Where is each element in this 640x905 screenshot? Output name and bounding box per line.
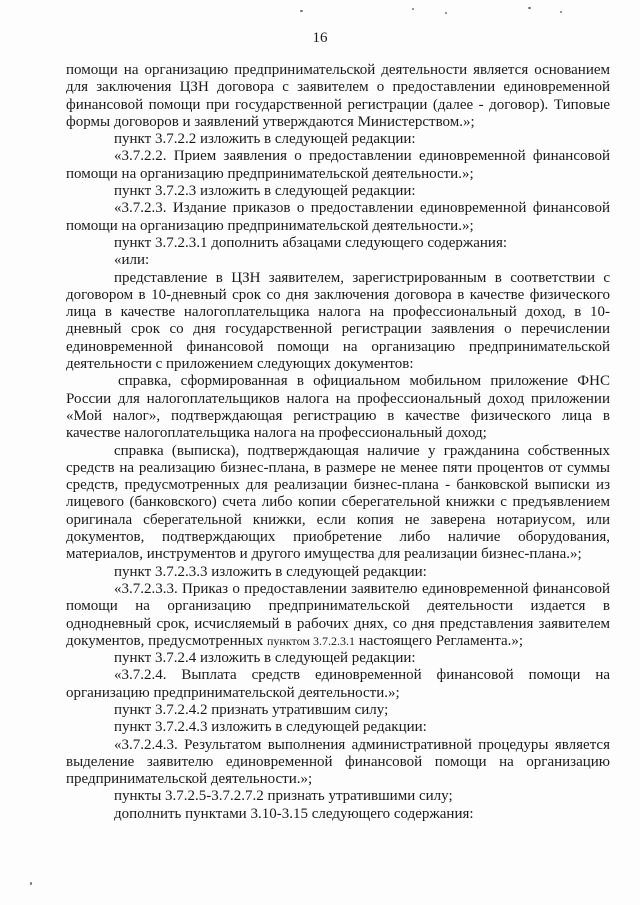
- document-body: [66, 62, 610, 823]
- text-line: лица в качестве налогоплательщика налога на профессиональный доход, в 10-: [66, 304, 610, 321]
- text-line: дополнить пунктами 3.10-3.15 следующего содержания:: [114, 805, 474, 822]
- document-paragraph: [66, 200, 610, 217]
- text-line: России для налогоплательщиков налога на профессиональный доход приложении: [66, 390, 610, 407]
- scan-artifact: [300, 10, 303, 12]
- text-line: финансовой помощи при государственной регистрации (далее - договор). Типовые: [66, 96, 610, 113]
- text-line: «3.7.2.3. Издание приказов о предоставлении единовременной финансовой: [114, 200, 610, 217]
- text-line: единовременной финансовой помощи на организацию предпринимательской: [66, 338, 610, 355]
- document-paragraph: [66, 287, 610, 373]
- document-paragraph: [66, 62, 610, 131]
- text-line: «3.7.2.2. Прием заявления о предоставлении единовременной финансовой: [114, 148, 610, 165]
- text-line: предпринимательской деятельности.»;: [66, 771, 313, 788]
- text-line: качестве налогоплательщика налога на профессиональный доход;: [66, 425, 487, 442]
- document-paragraph: [66, 702, 610, 719]
- text-line: «Мой налог», подтверждающая регистрацию в качестве физического лица в: [66, 407, 610, 424]
- text-fragment: настоящего Регламента.»;: [354, 632, 524, 649]
- document-paragraph: [66, 564, 610, 581]
- document-paragraph: [66, 391, 610, 443]
- scan-artifact: [445, 12, 447, 14]
- document-paragraph: [66, 598, 610, 650]
- text-line: пункт 3.7.2.3.1 дополнить абзацами следующего содержания:: [114, 234, 508, 251]
- text-line: дневный срок со дня государственной регистрации заявления о перечислении: [66, 321, 610, 338]
- text-line: «3.7.2.4.3. Результатом выполнения административной процедуры является: [114, 736, 610, 753]
- text-line: договором в 10-дневный срок со дня заключения договора в качестве физического: [66, 286, 610, 303]
- document-paragraph: [66, 235, 610, 252]
- document-paragraph: [66, 443, 610, 460]
- text-line: средств, предусмотренных для реализации бизнес-плана - банковской выписки из: [66, 477, 610, 494]
- text-line: пункт 3.7.2.4 изложить в следующей редакции:: [114, 650, 416, 667]
- text-line: пункт 3.7.2.3.3 изложить в следующей редакции:: [114, 563, 427, 580]
- text-line: однодневный срок, исчисляемый в рабочих днях, со дня представления заявителем: [66, 615, 610, 632]
- document-paragraph: [66, 788, 610, 805]
- text-line: представление в ЦЗН заявителем, зарегистрированным в соответствии с: [114, 269, 610, 286]
- text-line: пункты 3.7.2.5-3.7.2.7.2 признать утратившими силу;: [114, 788, 453, 805]
- document-paragraph: [66, 737, 610, 754]
- text-line: помощи на организацию предпринимательской деятельности.»;: [66, 217, 474, 234]
- text-line: для заключения ЦЗН договора с заявителем о предоставлении единовременной: [66, 79, 610, 96]
- text-line: пункт 3.7.2.3 изложить в следующей редакции:: [114, 183, 416, 200]
- document-paragraph: [66, 667, 610, 684]
- text-line: пункт 3.7.2.4.3 изложить в следующей редакции:: [114, 719, 427, 736]
- text-line: пункт 3.7.2.2 изложить в следующей редакции:: [114, 131, 416, 148]
- document-paragraph: [66, 373, 610, 390]
- text-line: лицевого (банковского) счета либо копии сберегательной книжки с предъявлением: [66, 494, 610, 511]
- text-line: материалов, инструментов и другого имущества для реализации бизнес-плана.»;: [66, 546, 582, 563]
- text-fragment: документов, предусмотренных: [66, 632, 264, 649]
- document-paragraph: [66, 270, 610, 287]
- document-paragraph: [66, 148, 610, 165]
- scan-artifact: [412, 8, 414, 10]
- text-line: документов, подтверждающих приобретение либо наличие оборудования,: [66, 529, 610, 546]
- text-line: помощи на организацию предпринимательской деятельности является основанием: [66, 62, 610, 78]
- text-line: пункт 3.7.2.4.2 признать утратившим силу;: [114, 701, 389, 718]
- text-line: средств на реализацию бизнес-плана, в размере не менее пяти процентов от суммы: [66, 459, 610, 476]
- document-paragraph: [66, 166, 610, 183]
- text-line: деятельности с приложением следующих документов:: [66, 356, 414, 373]
- scan-artifact: [560, 11, 562, 13]
- text-line: выделение заявителю единовременной финансовой помощи на организацию: [66, 753, 610, 770]
- document-paragraph: [66, 685, 610, 702]
- text-line: организацию предпринимательской деятельности.»;: [66, 684, 400, 701]
- document-paragraph: [66, 581, 610, 598]
- text-line: «или:: [114, 252, 150, 269]
- text-line: помощи на организацию предпринимательской деятельности издается в: [66, 598, 610, 615]
- document-paragraph: [66, 131, 610, 148]
- text-line: оригинала сберегательной книжки, если копия не заверена нотариусом, или: [66, 511, 610, 528]
- document-paragraph: [66, 252, 610, 269]
- document-paragraph: [66, 754, 610, 789]
- text-line: «3.7.2.3.3. Приказ о предоставлении заявителю единовременной финансовой: [114, 580, 610, 597]
- text-line: справка (выписка), подтверждающая наличие у гражданина собственных: [114, 442, 610, 459]
- document-paragraph: [66, 719, 610, 736]
- scan-artifact: [30, 882, 32, 885]
- document-paragraph: [66, 806, 610, 823]
- page-number: 16: [312, 30, 328, 46]
- text-line: «3.7.2.4. Выплата средств единовременной финансовой помощи на: [114, 667, 610, 684]
- text-line: [66, 633, 610, 650]
- document-paragraph: [66, 460, 610, 564]
- document-paragraph: [66, 183, 610, 200]
- document-paragraph: [66, 218, 610, 235]
- text-line: справка, сформированная в официальном мобильном приложение ФНС: [118, 373, 610, 390]
- text-line: помощи на организацию предпринимательской деятельности.»;: [66, 165, 474, 182]
- document-paragraph: [66, 650, 610, 667]
- text-line: формы договоров и заявлений утверждаются Министерством.»;: [66, 113, 475, 130]
- reference-fragment: пунктом 3.7.2.3.1: [266, 633, 355, 648]
- scan-artifact: [528, 7, 531, 9]
